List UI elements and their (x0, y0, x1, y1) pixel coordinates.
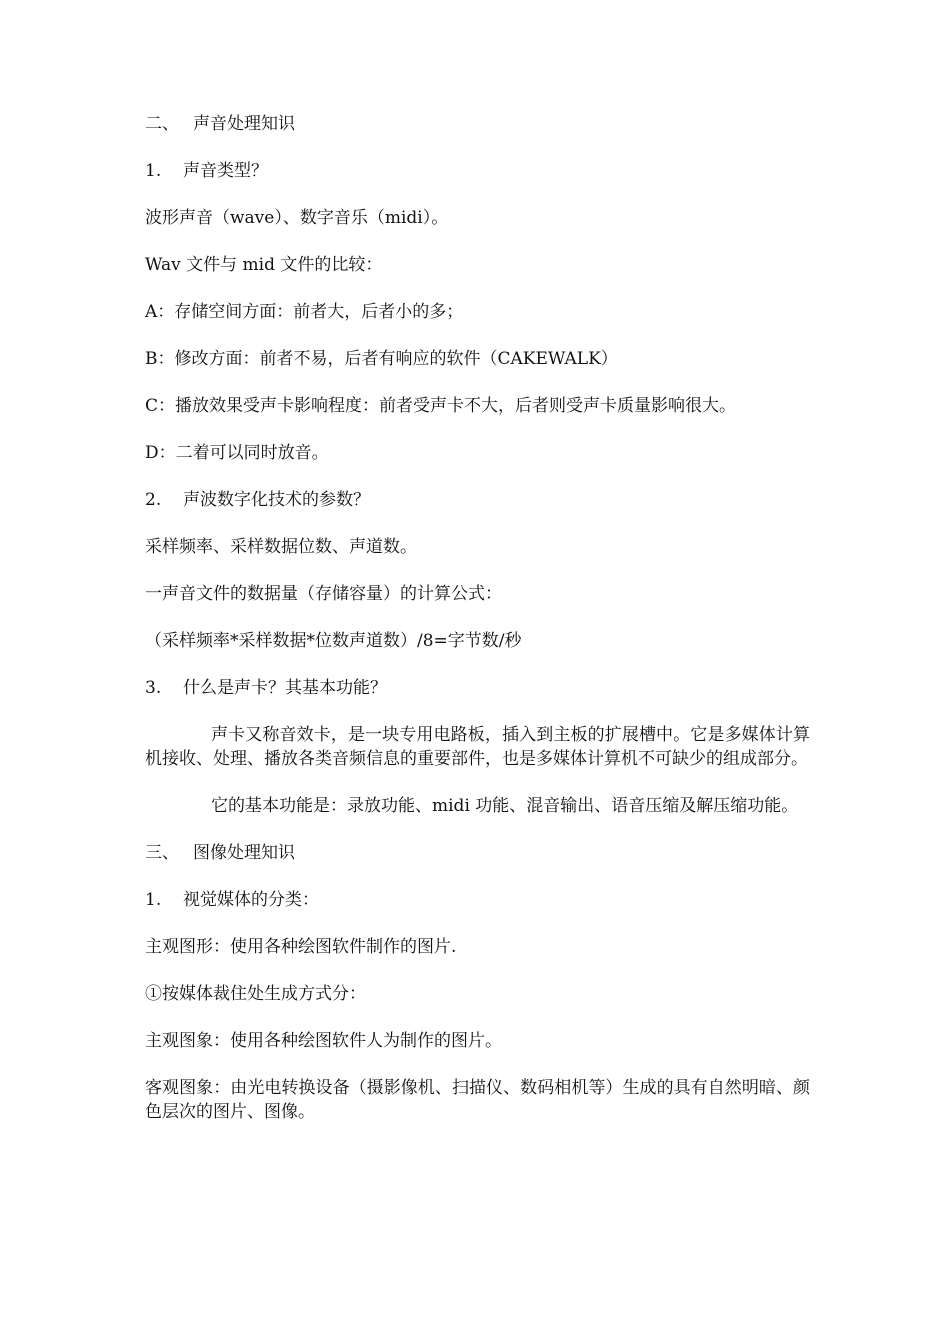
section-title: 声音处理知识 (193, 114, 295, 134)
section-number: 三、 (145, 843, 179, 863)
subjective-image: 主观图象：使用各种绘图软件人为制作的图片。 (145, 1031, 502, 1051)
section-heading-sound (145, 112, 810, 136)
question-sound-card (145, 676, 810, 700)
question-digitization-params (145, 488, 810, 512)
comparison-item-c: C：播放效果受声卡影响程度：前者受声卡不大，后者则受声卡质量影响很大。 (145, 396, 737, 416)
classification-title: ①按媒体裁住处生成方式分： (145, 984, 366, 1004)
answer-sound-types: 波形声音（wave）、数字音乐（midi）。 (145, 208, 449, 228)
comparison-title: Wav 文件与 mid 文件的比较： (145, 255, 383, 275)
question-visual-media (145, 888, 810, 912)
sound-card-definition: 声卡又称音效卡，是一块专用电路板，插入到主板的扩展槽中。它是多媒体计算机接收、处理、播放各类音频信息的重要部件，也是多媒体计算机不可缺少的组成部分。 (145, 725, 810, 769)
subjective-graphics: 主观图形：使用各种绘图软件制作的图片. (145, 937, 457, 957)
formula-text: （采样频率*采样数据*位数声道数）/8=字节数/秒 (145, 631, 522, 651)
answer-digitization-params: 采样频率、采样数据位数、声道数。 (145, 537, 417, 557)
question-number: 2. (145, 490, 162, 510)
question-sound-types (145, 159, 810, 183)
question-text: 视觉媒体的分类： (183, 890, 319, 910)
question-text: 声波数字化技术的参数？ (183, 490, 370, 510)
question-text: 声音类型？ (183, 161, 268, 181)
comparison-item-d: D：二着可以同时放音。 (145, 443, 329, 463)
question-number: 1. (145, 890, 162, 910)
question-number: 3. (145, 678, 162, 698)
comparison-item-b: B：修改方面：前者不易，后者有响应的软件（CAKEWALK） (145, 349, 618, 369)
sound-card-functions: 它的基本功能是：录放功能、midi 功能、混音输出、语音压缩及解压缩功能。 (211, 796, 799, 816)
comparison-item-a: A：存储空间方面：前者大，后者小的多； (145, 302, 464, 322)
section-number: 二、 (145, 114, 179, 134)
question-text: 什么是声卡？其基本功能？ (183, 678, 387, 698)
objective-image: 客观图象：由光电转换设备（摄影像机、扫描仪、数码相机等）生成的具有自然明暗、颜色层次的图片、图像。 (145, 1078, 810, 1122)
question-number: 1. (145, 161, 162, 181)
section-heading-image (145, 841, 810, 865)
formula-title: 一声音文件的数据量（存储容量）的计算公式： (145, 584, 502, 604)
document-page (145, 112, 810, 1147)
section-title: 图像处理知识 (193, 843, 295, 863)
